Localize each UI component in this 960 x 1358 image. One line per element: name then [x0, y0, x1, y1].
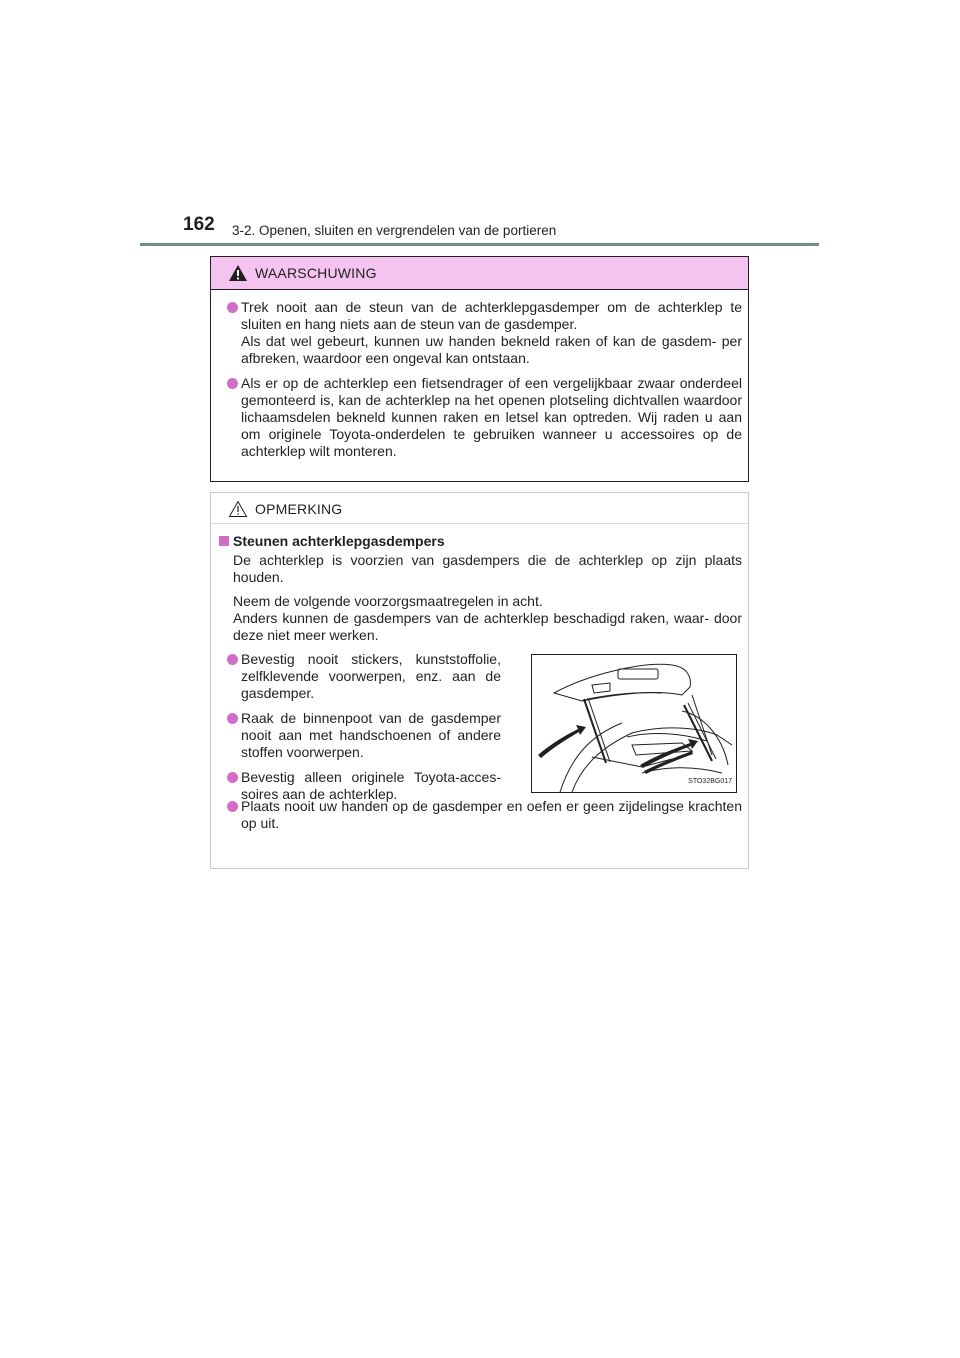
warning-box — [210, 256, 749, 482]
warning-label: WAARSCHUWING — [255, 265, 377, 281]
warning-item-text: Als er op de achterklep een fietsendrager of een vergelijkbaar zwaar onderdeel gemonteerd is, kan de achterklep na het openen plotseling dichtvallen waardoor lichaamsdelen bekneld kunnen raken en letsel kan optreden. Wij raden u aan om originele Toyota-onderdelen te gebruiken wanneer u accessoires op de achterklep wilt monteren. — [241, 375, 742, 459]
warning-body — [211, 290, 748, 460]
page-number: 162 — [183, 214, 215, 235]
note-paragraph — [216, 552, 742, 586]
note-box — [210, 492, 749, 869]
note-item-text: Bevestig nooit stickers, kunststoffolie, zelfklevende voorwerpen, enz. aan de gasdemper. — [241, 651, 501, 701]
bullet-icon — [227, 302, 238, 313]
bullet-icon — [227, 772, 238, 783]
note-label: OPMERKING — [255, 501, 343, 517]
warning-item-text: Trek nooit aan de steun van de achterklepgasdemper om de achterklep te sluiten en hang niets aan de steun van de gasdemper. — [241, 299, 742, 332]
tailgate-drawing — [532, 655, 736, 792]
note-body — [211, 524, 748, 832]
note-item-text: Bevestig alleen originele Toyota-acces- soires aan de achterklep. — [241, 769, 501, 802]
warning-header — [211, 257, 748, 290]
note-item — [216, 710, 501, 761]
note-paragraph — [216, 593, 742, 644]
note-paragraph-text: Anders kunnen de gasdempers van de achterklep beschadigd raken, waar- door deze niet meer werken. — [233, 610, 742, 643]
note-item-text: Plaats nooit uw handen op de gasdemper en oefen er geen zijdelingse krachten op uit. — [241, 798, 742, 831]
warning-triangle-icon — [228, 264, 248, 282]
note-item-text: Raak de binnenpoot van de gasdemper nooit aan met handschoenen of andere stoffen voorwerpen. — [241, 710, 501, 760]
warning-item — [216, 299, 742, 367]
note-header — [211, 493, 748, 524]
note-paragraph-text: De achterklep is voorzien van gasdempers die de achterklep op zijn plaats houden. — [233, 552, 742, 585]
note-heading-row — [216, 533, 742, 550]
tailgate-strut-illustration — [531, 654, 737, 793]
bullet-icon — [227, 378, 238, 389]
warning-item — [216, 375, 742, 460]
bullet-icon — [227, 654, 238, 665]
bullet-icon — [227, 801, 238, 812]
note-split — [216, 651, 742, 802]
header-rule — [140, 243, 819, 246]
square-bullet-icon — [219, 536, 229, 546]
caution-triangle-icon — [228, 500, 248, 518]
section-title: 3-2. Openen, sluiten en vergrendelen van de portieren — [232, 223, 557, 238]
bullet-icon — [227, 713, 238, 724]
note-paragraph-text: Neem de volgende voorzorgsmaatregelen in acht. — [233, 593, 543, 609]
note-items-left — [216, 651, 501, 803]
note-item — [216, 798, 742, 832]
figure-code: STO32BG017 — [688, 778, 732, 785]
note-heading: Steunen achterklepgasdempers — [233, 533, 445, 549]
note-item — [216, 651, 501, 702]
warning-item-text: Als dat wel gebeurt, kunnen uw handen bekneld raken of kan de gasdem- per afbreken, waardoor een ongeval kan ontstaan. — [241, 333, 742, 366]
